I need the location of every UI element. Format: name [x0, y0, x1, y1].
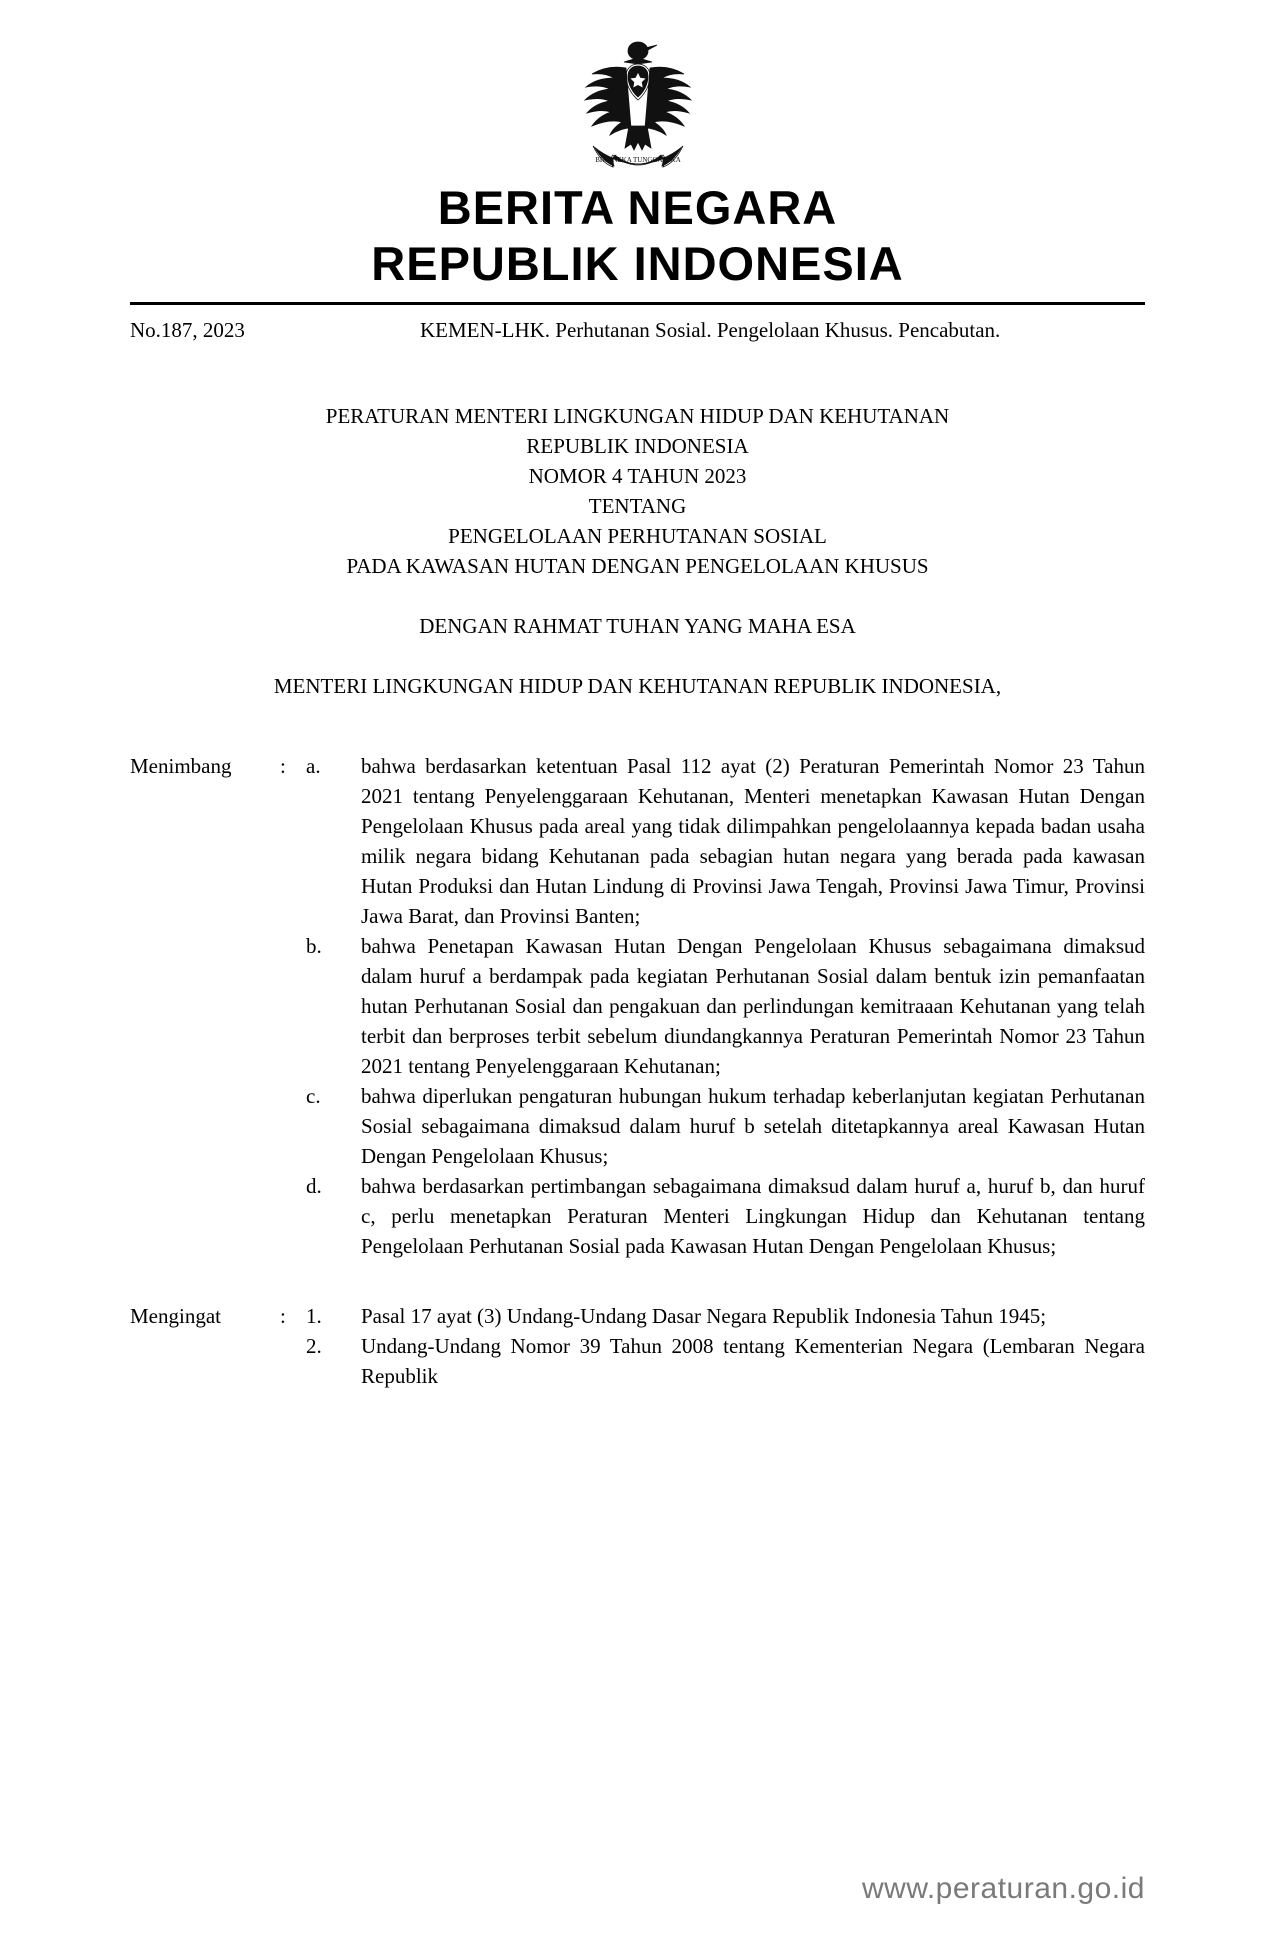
menimbang-colon: : [280, 754, 286, 778]
mengingat-marker-2: 2. [306, 1334, 322, 1358]
crest-container [130, 0, 1145, 174]
menimbang-text-a: bahwa berdasarkan ketentuan Pasal 112 ayat (2) Peraturan Pemerintah Nomor 23 Tahun 2021 tentang Penyelenggaraan Kehutanan, Menteri menetapkan Kawasan Hutan Dengan Pengelolaan Khusus pada areal yang tidak dilimpahkan pengelolaannya kepada badan usaha milik negara bidang Kehutanan pada sebagian hutan negara yang berada pada kawasan Hutan Produksi dan Hutan Lindung di Provinsi Jawa Tengah, Provinsi Jawa Timur, Provinsi Jawa Barat, dan Provinsi Banten; [361, 754, 1145, 928]
menimbang-marker-a: a. [306, 754, 321, 778]
garuda-pancasila-icon [563, 34, 713, 174]
menimbang-item-b [130, 931, 1145, 1081]
title-line-6: PADA KAWASAN HUTAN DENGAN PENGELOLAAN KHUSUS [346, 554, 929, 578]
mengingat-label: Mengingat [130, 1304, 221, 1328]
section-gap [130, 1261, 1145, 1301]
gazette-header [130, 315, 1145, 345]
mengingat-item-1 [130, 1301, 1145, 1331]
source-watermark: www.peraturan.go.id [862, 1872, 1145, 1905]
menimbang-section [130, 751, 1145, 1261]
menimbang-marker-b: b. [306, 934, 322, 958]
menimbang-item-c [130, 1081, 1145, 1171]
mengingat-colon: : [280, 1304, 286, 1328]
menimbang-marker-d: d. [306, 1174, 322, 1198]
masthead-line-1: BERITA NEGARA [437, 181, 838, 234]
gazette-number: No.187, 2023 [130, 318, 245, 342]
masthead-line-2: REPUBLIK INDONESIA [371, 237, 904, 290]
title-line-3: NOMOR 4 TAHUN 2023 [528, 464, 747, 488]
mengingat-section [130, 1301, 1145, 1391]
blessing-line: DENGAN RAHMAT TUHAN YANG MAHA ESA [419, 614, 856, 638]
menimbang-text-c: bahwa diperlukan pengaturan hubungan hukum terhadap keberlanjutan kegiatan Perhutanan Sosial sebagaimana dimaksud dalam huruf b setelah ditetapkannya areal Kawasan Hutan Dengan Pengelolaan Khusus; [361, 1084, 1145, 1168]
masthead-divider [130, 302, 1145, 305]
minister-line: MENTERI LINGKUNGAN HIDUP DAN KEHUTANAN REPUBLIK INDONESIA, [273, 674, 1002, 698]
masthead [130, 180, 1145, 292]
mengingat-marker-1: 1. [306, 1304, 322, 1328]
mengingat-item-2 [130, 1331, 1145, 1391]
title-line-1: PERATURAN MENTERI LINGKUNGAN HIDUP DAN KEHUTANAN [325, 404, 950, 428]
menimbang-item-d [130, 1171, 1145, 1261]
menimbang-text-d: bahwa berdasarkan pertimbangan sebagaimana dimaksud dalam huruf a, huruf b, dan huruf c, perlu menetapkan Peraturan Menteri Lingkungan Hidup dan Kehutanan tentang Pengelolaan Perhutanan Sosial pada Kawasan Hutan Dengan Pengelolaan Khusus; [361, 1174, 1145, 1258]
regulation-title [130, 401, 1145, 581]
title-line-5: PENGELOLAAN PERHUTANAN SOSIAL [448, 524, 827, 548]
menimbang-marker-c: c. [306, 1084, 321, 1108]
menimbang-label: Menimbang [130, 754, 232, 778]
mengingat-text-2: Undang-Undang Nomor 39 Tahun 2008 tentang Kementerian Negara (Lembaran Negara Republik [361, 1334, 1145, 1388]
gazette-subject: KEMEN-LHK. Perhutanan Sosial. Pengelolaan Khusus. Pencabutan. [420, 318, 1001, 342]
title-line-4: TENTANG [588, 494, 687, 518]
mengingat-text-1: Pasal 17 ayat (3) Undang-Undang Dasar Negara Republik Indonesia Tahun 1945; [361, 1304, 1047, 1328]
svg-text:BHINNEKA TUNGGAL IKA: BHINNEKA TUNGGAL IKA [594, 156, 681, 164]
title-line-2: REPUBLIK INDONESIA [526, 434, 749, 458]
menimbang-text-b: bahwa Penetapan Kawasan Hutan Dengan Pengelolaan Khusus sebagaimana dimaksud dalam huruf a berdampak pada kegiatan Perhutanan Sosial dalam bentuk izin pemanfaatan hutan Perhutanan Sosial dan pengakuan dan perlindungan kemitraaan Kehutanan yang telah terbit dan berproses terbit sebelum diundangkannya Peraturan Pemerintah Nomor 23 Tahun 2021 tentang Penyelenggaraan Kehutanan; [361, 934, 1145, 1078]
menimbang-item-a [130, 751, 1145, 931]
